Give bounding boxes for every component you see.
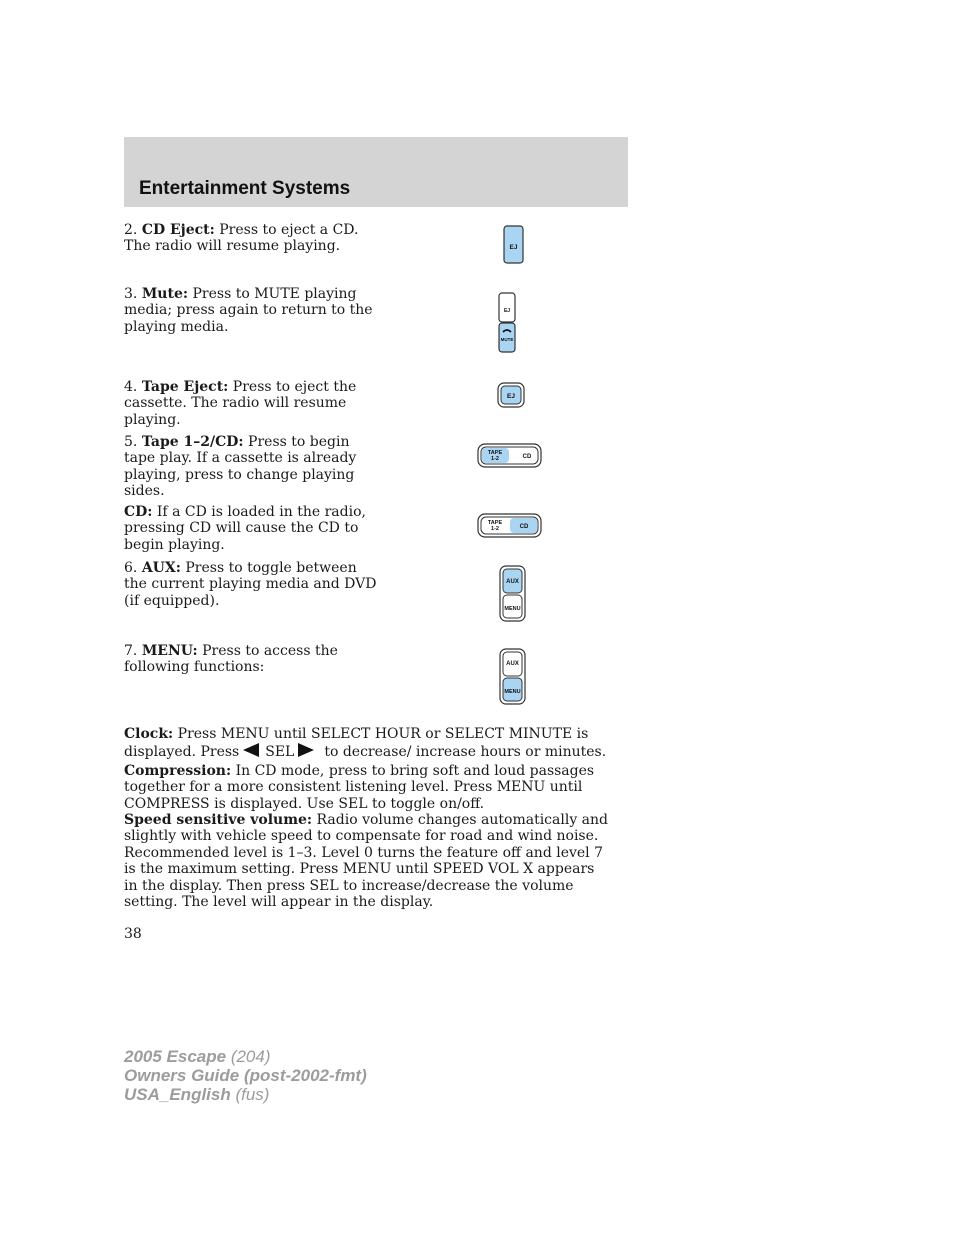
- compression-term: Compression:: [124, 763, 232, 779]
- footer-guide: Owners Guide (post-2002-fmt): [124, 1066, 367, 1085]
- svg-text:TAPE: TAPE: [487, 450, 503, 456]
- footer-line-3: [124, 1085, 367, 1104]
- speed-volume-term: Speed sensitive volume:: [124, 812, 313, 828]
- item-text: Press to begin tape play. If a cassette is already playing, press to change playing sides.: [124, 434, 357, 500]
- item-text: Press to eject the cassette. The radio will resume playing.: [124, 379, 357, 428]
- item-text: Press to toggle between the current playing media and DVD (if equipped).: [124, 560, 377, 609]
- speed-volume-text: Radio volume changes automatically and slightly with vehicle speed to compensate for road and wind noise. Recommended level is 1–3. Level 0 turns the feature off and level 7 is the maximum setting. Press MENU until SPEED VOL X appears in the display. Then press SEL to increase/decrease the volume setting. The level will appear in the display.: [124, 812, 609, 911]
- item-cd: [124, 504, 384, 553]
- footer-line-2: [124, 1066, 367, 1085]
- item-term: CD:: [124, 504, 153, 520]
- menu-button-icon: [499, 648, 527, 706]
- clock-paragraph: [124, 725, 612, 761]
- cd-button-label: CD: [522, 454, 532, 460]
- footer-language-code: (fus): [230, 1085, 270, 1104]
- mute-button-icon: [496, 292, 518, 354]
- item-term: CD Eject:: [141, 222, 215, 238]
- item-menu: [124, 643, 384, 676]
- item-tape-eject: [124, 379, 384, 428]
- compression-text: In CD mode, press to bring soft and loud passages together for a more consistent listening level. Press MENU until COMPRESS is displayed. Use SEL to toggle on/off.: [124, 763, 595, 812]
- menu-button-label: MENU: [504, 689, 521, 695]
- eject-button-label: EJ: [509, 244, 518, 251]
- item-cd-eject: [124, 222, 384, 255]
- item-number: 5.: [124, 434, 138, 450]
- item-number: 4.: [124, 379, 138, 395]
- clock-term: Clock:: [124, 726, 174, 742]
- item-number: 7.: [124, 643, 138, 659]
- item-text: Press to MUTE playing media; press again to return to the playing media.: [124, 286, 373, 335]
- item-number: 3.: [124, 286, 138, 302]
- item-aux: [124, 560, 384, 609]
- tape-eject-button-icon: [497, 382, 525, 408]
- svg-text:1-2: 1-2: [491, 526, 499, 532]
- item-term: Tape Eject:: [141, 379, 229, 395]
- item-mute: [124, 286, 384, 335]
- tape-cd-button-icon: [477, 513, 543, 539]
- section-title: Entertainment Systems: [139, 178, 351, 199]
- item-term: Mute:: [141, 286, 189, 302]
- document-footer: [124, 1047, 367, 1104]
- item-text: Press to access the following functions:: [124, 643, 338, 676]
- right-arrow-icon: [298, 743, 314, 757]
- sel-label: SEL: [265, 744, 295, 760]
- item-text: Press to eject a CD. The radio will resume playing.: [124, 222, 359, 255]
- left-arrow-icon: [243, 743, 259, 757]
- svg-text:TAPE: TAPE: [487, 520, 503, 526]
- item-tape-cd: [124, 434, 384, 500]
- aux-button-label: AUX: [506, 579, 519, 585]
- item-term: Tape 1–2/CD:: [141, 434, 244, 450]
- item-number: 2.: [124, 222, 138, 238]
- footer-model: 2005 Escape: [124, 1047, 227, 1066]
- eject-button-label: EJ: [503, 308, 511, 314]
- tape-cd-button-icon: [477, 443, 543, 469]
- compression-paragraph: [124, 763, 612, 812]
- svg-text:1-2: 1-2: [491, 456, 499, 462]
- footer-line-1: [124, 1047, 367, 1066]
- clock-text: Press MENU until SELECT HOUR or SELECT MINUTE is displayed. Press: [124, 726, 589, 760]
- item-number: 6.: [124, 560, 138, 576]
- footer-language: USA_English: [124, 1085, 231, 1104]
- cd-button-label: CD: [519, 524, 529, 530]
- aux-button-label: AUX: [506, 661, 519, 667]
- footer-model-code: (204): [226, 1047, 271, 1066]
- item-text: If a CD is loaded in the radio, pressing CD will cause the CD to begin playing.: [124, 504, 366, 553]
- clock-text-2: to decrease/ increase hours or minutes.: [324, 744, 607, 760]
- item-term: MENU:: [141, 643, 198, 659]
- cd-eject-button-icon: [503, 225, 525, 265]
- aux-button-icon: [499, 565, 527, 623]
- mute-button-label: MUTE: [500, 337, 514, 342]
- menu-button-label: MENU: [504, 606, 521, 612]
- page-number: 38: [124, 926, 142, 942]
- speed-volume-paragraph: [124, 812, 612, 910]
- item-term: AUX:: [141, 560, 181, 576]
- eject-button-label: EJ: [507, 393, 515, 400]
